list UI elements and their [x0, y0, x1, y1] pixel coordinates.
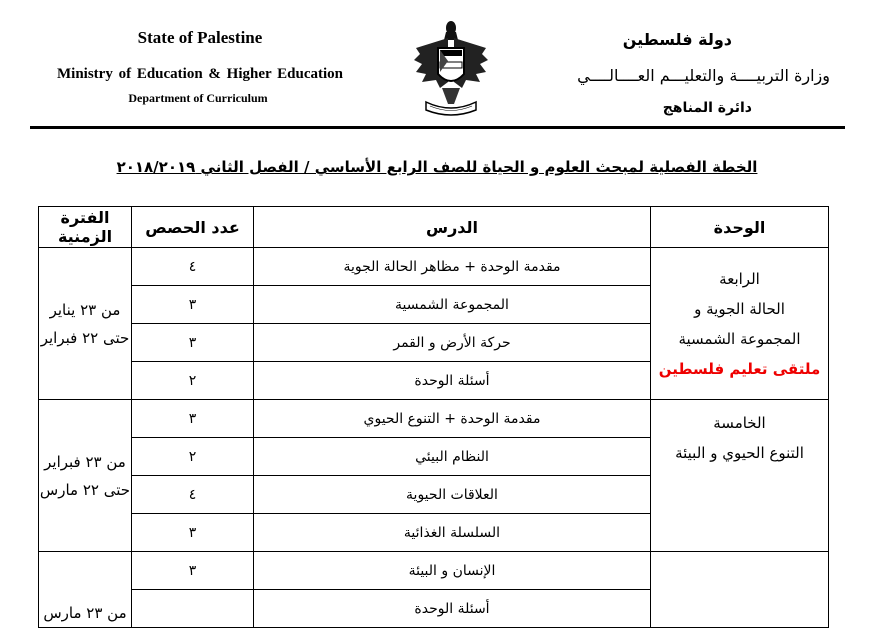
- lesson-count: ٢: [132, 362, 254, 400]
- col-timeframe-header: الفترة الزمنية: [39, 207, 132, 248]
- header-en-department: Department of Curriculum: [128, 91, 268, 105]
- unit-name-line: الرابعة: [719, 269, 760, 288]
- watermark-text: ملتقى تعليم فلسطين: [658, 359, 821, 378]
- period-line: حتى ٢٢ مارس: [39, 480, 131, 499]
- period-line: حتى ٢٢ فبراير: [40, 328, 130, 347]
- lesson-count: ٣: [132, 400, 254, 438]
- lesson-count: ٢: [132, 438, 254, 476]
- lesson-title: أسئلة الوحدة: [254, 362, 651, 400]
- table-row: [39, 400, 829, 438]
- lesson-count: ٣: [132, 514, 254, 552]
- table-row: [39, 248, 829, 286]
- header-ar-ministry: وزارة التربيــــة والتعليـــم العــــالــــي: [577, 66, 830, 85]
- header-rule: [30, 126, 845, 129]
- unit-cell: [651, 552, 829, 628]
- lesson-title: مقدمة الوحدة + التنوع الحيوي: [254, 400, 651, 438]
- lesson-title: السلسلة الغذائية: [254, 514, 651, 552]
- lesson-count: ٣: [132, 286, 254, 324]
- unit-name-line: الخامسة: [713, 414, 766, 432]
- lesson-count: ٣: [132, 552, 254, 590]
- col-lesson-header: الدرس: [254, 207, 651, 248]
- header-ar-department: دائرة المناهج: [662, 100, 752, 116]
- palestinian-emblem-icon: [412, 18, 490, 122]
- lesson-title: المجموعة الشمسية: [254, 286, 651, 324]
- lesson-title: أسئلة الوحدة: [254, 590, 651, 628]
- period-cell: [39, 552, 132, 628]
- lesson-title: النظام البيئي: [254, 438, 651, 476]
- unit-cell: [651, 400, 829, 552]
- header-en-ministry: Ministry of Education & Higher Education: [57, 66, 343, 82]
- lesson-title: العلاقات الحيوية: [254, 476, 651, 514]
- lesson-title: مقدمة الوحدة + مظاهر الحالة الجوية: [254, 248, 651, 286]
- lesson-title: الإنسان و البيئة: [254, 552, 651, 590]
- unit-cell: [651, 248, 829, 400]
- unit-name-line: المجموعة الشمسية: [678, 329, 801, 348]
- col-unit-header: الوحدة: [651, 207, 829, 248]
- period-line: من ٢٣ فبراير: [44, 452, 126, 471]
- lesson-count: ٣: [132, 324, 254, 362]
- table-row: [39, 552, 829, 590]
- unit-name-line: الحالة الجوية و: [694, 299, 785, 318]
- period-line: من ٢٣ يناير: [49, 300, 121, 319]
- period-line: من ٢٣ مارس: [43, 604, 127, 622]
- lesson-count: [132, 590, 254, 628]
- header-ar-state: دولة فلسطين: [622, 30, 732, 49]
- table-header-row: [39, 207, 829, 248]
- header-en-state: State of Palestine: [137, 28, 263, 47]
- period-cell: [39, 248, 132, 400]
- lesson-count: ٤: [132, 248, 254, 286]
- period-cell: [39, 400, 132, 552]
- col-periods-header: عدد الحصص: [132, 207, 254, 248]
- unit-name-line: التنوع الحيوي و البيئة: [675, 444, 804, 462]
- plan-table: [38, 206, 829, 628]
- page-title: الخطة الفصلية لمبحث العلوم و الحياة للصف الرابع الأساسي / الفصل الثاني ٢٠١٨/٢٠١٩: [116, 158, 758, 176]
- lesson-count: ٤: [132, 476, 254, 514]
- lesson-title: حركة الأرض و القمر: [254, 324, 651, 362]
